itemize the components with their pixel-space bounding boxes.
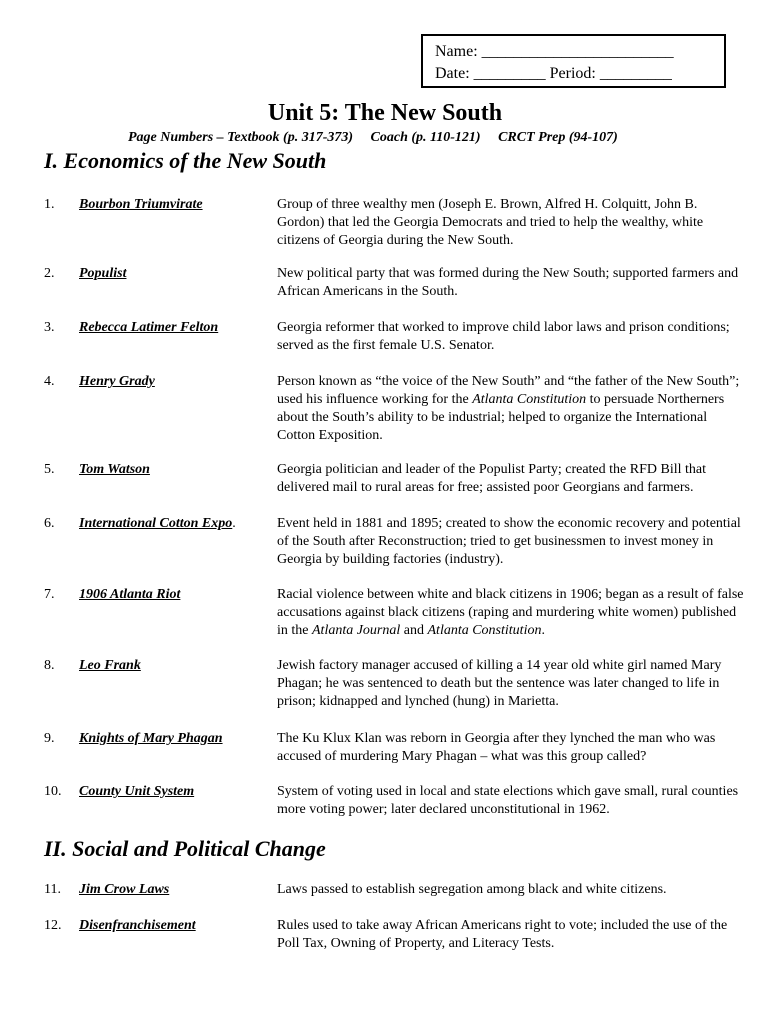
term-definition: Group of three wealthy men (Joseph E. Brown, Alfred H. Colquitt, John B. Gordon) that led the Georgia Democrats and tried to help the wealthy, white citizens of Georgia during the New South.	[277, 197, 704, 248]
vocabulary-term: Knights of Mary Phagan	[79, 731, 223, 746]
term-definition: Laws passed to establish segregation among black and white citizens.	[277, 882, 667, 897]
term-definition: System of voting used in local and state elections which gave small, rural counties more voting power; later declared unconstitutional in 1962.	[277, 784, 739, 817]
vocabulary-term: Bourbon Triumvirate	[79, 197, 203, 212]
vocabulary-term: Leo Frank	[79, 658, 141, 673]
item-number: 12.	[44, 918, 62, 933]
page-numbers-line: Page Numbers – Textbook (p. 317-373) Coach (p. 110-121) CRCT Prep (94-107)	[128, 130, 618, 145]
item-number: 3.	[44, 320, 55, 335]
term-definition: New political party that was formed during the New South; supported farmers and African Americans in the South.	[277, 266, 739, 299]
term-definition: Racial violence between white and black citizens in 1906; began as a result of false accusations against black citizens (raping and murdering white women) published in the Atlanta Journal and Atlanta Constitution.	[277, 587, 744, 638]
term-definition: Event held in 1881 and 1895; created to show the economic recovery and potential of the South after Reconstruction; tried to get businessmen to invest money in Georgia by building factories (industry).	[277, 516, 741, 567]
vocabulary-term: Rebecca Latimer Felton	[79, 320, 219, 335]
term-definition: Rules used to take away African Americans right to vote; included the use of the Poll Tax, Owning of Property, and Literacy Tests.	[277, 918, 728, 951]
term-definition: Jewish factory manager accused of killing a 14 year old white girl named Mary Phagan; he was sentenced to death but the sentence was later changed to life in prison; kidnapped and lynched (hung) in Marietta.	[277, 658, 722, 709]
vocabulary-term: County Unit System	[79, 784, 195, 799]
term-definition: Georgia reformer that worked to improve child labor laws and prison conditions; served as the first female U.S. Senator.	[277, 320, 730, 353]
name-date-box	[421, 34, 726, 88]
vocabulary-term: 1906 Atlanta Riot	[79, 587, 181, 602]
vocabulary-term: Tom Watson	[79, 462, 150, 477]
term-definition: Person known as “the voice of the New South” and “the father of the New South”; used his influence working for the Atlanta Constitution to persuade Northerners about the South’s ability to be industrial; helped to organize the International Cotton Exposition.	[277, 374, 740, 443]
term-definition: The Ku Klux Klan was reborn in Georgia after they lynched the man who was accused of murdering Mary Phagan – what was this group called?	[277, 731, 716, 764]
vocabulary-term: Populist	[79, 266, 127, 281]
name-line: Name: ________________________	[435, 43, 674, 60]
item-number: 9.	[44, 731, 55, 746]
item-number: 11.	[44, 882, 61, 897]
term-definition: Georgia politician and leader of the Populist Party; created the RFD Bill that delivered mail to rural areas for free; assisted poor Georgians and farmers.	[277, 462, 706, 495]
publication-title: Atlanta Journal	[312, 623, 401, 638]
item-number: 7.	[44, 587, 55, 602]
vocabulary-term: Henry Grady	[79, 374, 155, 389]
item-number: 6.	[44, 516, 55, 531]
publication-title: Atlanta Constitution	[472, 392, 587, 407]
term-suffix: .	[232, 516, 236, 531]
date-period-line: Date: _________ Period: _________	[435, 65, 672, 82]
page-title: Unit 5: The New South	[267, 100, 503, 126]
item-number: 2.	[44, 266, 55, 281]
item-number: 1.	[44, 197, 55, 212]
vocabulary-term: Jim Crow Laws	[79, 882, 170, 897]
section-heading-social-political: II. Social and Political Change	[44, 836, 326, 861]
section-heading-economics: I. Economics of the New South	[44, 148, 327, 173]
publication-title: Atlanta Constitution	[427, 623, 542, 638]
item-number: 8.	[44, 658, 55, 673]
vocabulary-term: Disenfranchisement	[79, 918, 196, 933]
item-number: 4.	[44, 374, 55, 389]
item-number: 5.	[44, 462, 55, 477]
item-number: 10.	[44, 784, 62, 799]
vocabulary-term: International Cotton Expo	[79, 516, 233, 531]
